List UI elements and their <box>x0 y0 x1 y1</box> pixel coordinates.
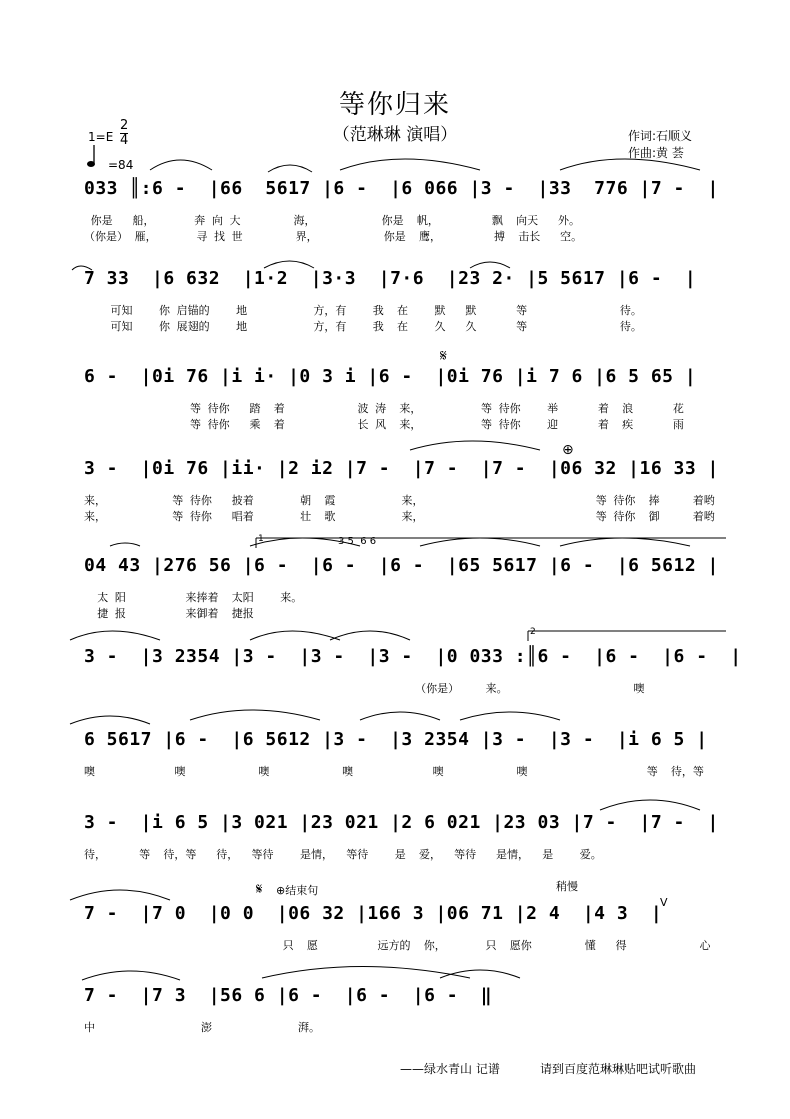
notes: 6 5617 |6 - |6 5612 |3 - |3 2354 |3 - |3 - |i 6 5 | <box>84 729 708 750</box>
notes: 3 - |0i 76 |ii· |2 i2 |7 - |7 - |7 - |06 32 |16 33 | <box>84 458 719 479</box>
lyrics-verse1: （你是） 来。 噢 <box>84 682 645 695</box>
time-top: 2 <box>120 118 129 133</box>
song-title: 等你归来 <box>338 90 451 120</box>
notes: 7 - |7 3 |56 6 |6 - |6 - |6 - ‖ <box>84 985 493 1006</box>
time-bottom: 4 <box>120 133 129 148</box>
lyrics-verse1: 太 阳 来捧着 太阳 来。 <box>84 591 303 604</box>
composer: 作曲:黄 荟 <box>628 146 684 160</box>
notes: 7 - |7 0 |0 0 |06 32 |166 3 |06 71 |2 4 |4 3 | <box>84 903 663 924</box>
segno-mark-2: 𝄋 <box>256 880 263 898</box>
lyrics-verse1: 中 澎 湃。 <box>84 1021 321 1034</box>
lyrics-verse1: 等 待你 踏 着 波 涛 来， 等 待你 举 着 浪 花 <box>84 402 684 415</box>
notes: 033 ║:6 - |66 5617 |6 - |6 066 |3 - |33 776 |7 - | <box>84 178 719 199</box>
coda-symbol: ⊕ <box>276 884 286 897</box>
lyrics-verse1: 你是 船， 奔 向 大 海， 你是 帆， 飘 向天 外。 <box>84 214 581 227</box>
lyrics-verse2: （你是） 雁， 寻 找 世 界， 你是 鹰， 搏 击长 空。 <box>84 230 583 243</box>
segno-mark: 𝄋 <box>440 346 447 365</box>
breath-mark: V <box>660 896 668 909</box>
lyrics-verse1: 噢 噢 噢 噢 噢 噢 等 待，等 <box>84 765 704 778</box>
lyricist: 作词:石顺义 <box>628 129 693 143</box>
notes: 3 - |i 6 5 |3 021 |23 021 |2 6 021 |23 03 |7 - |7 - | <box>84 812 719 833</box>
notes: 6 - |0i 76 |i i· |0 3 i |6 - |0i 76 |i 7 6 |6 5 65 | <box>84 366 697 387</box>
tempo-slow-mark: 稍慢 <box>556 880 578 893</box>
lyrics-verse1: 只 愿 远方的 你， 只 愿你 懂 得 心 <box>84 939 711 952</box>
singer-line: （范琳琳 演唱） <box>332 125 458 145</box>
lyrics-verse2: 来， 等 待你 唱着 壮 歌 来， 等 待你 御 着哟 <box>84 510 715 523</box>
volta-2-label: 2 <box>530 627 536 637</box>
grace-notes: 3 5 6 6 <box>338 536 377 547</box>
notes: 3 - |3 2354 |3 - |3 - |3 - |0 033 :║6 - |6 - |6 - | <box>84 646 742 667</box>
key-signature: 1=E <box>88 130 114 144</box>
tempo: =84 <box>108 158 134 172</box>
lyrics-verse2: 可知 你 展翅的 地 方，有 我 在 久 久 等 待。 <box>84 320 642 333</box>
notes: 7 33 |6 632 |1·2 |3·3 |7·6 |23 2· |5 5617 |6 - | <box>84 268 697 289</box>
recorder-credit: ——绿水青山 记谱 <box>400 1062 500 1076</box>
coda-text: 结束句 <box>285 884 319 897</box>
lyrics-verse1: 来， 等 待你 披着 朝 霞 来， 等 待你 捧 着哟 <box>84 494 715 507</box>
listen-note: 请到百度范琳琳贴吧试听歌曲 <box>540 1062 697 1076</box>
lyrics-verse2: 等 待你 乘 着 长 风 来， 等 待你 迎 着 疾 雨 <box>84 418 684 431</box>
notes: 04 43 |276 56 |6 - |6 - |6 - |65 5617 |6 - |6 5612 | <box>84 555 719 576</box>
lyrics-verse1: 可知 你 启锚的 地 方，有 我 在 默 默 等 待。 <box>84 304 642 317</box>
lyrics-verse2: 捷 报 来御着 捷报 <box>84 607 254 620</box>
volta-1-label: 1 <box>258 534 264 544</box>
coda-mark: ⊕ <box>562 442 574 458</box>
lyrics-verse1: 待， 等 待，等 待， 等待 是情， 等待 是 爱， 等待 是情， 是 爱。 <box>84 848 602 861</box>
